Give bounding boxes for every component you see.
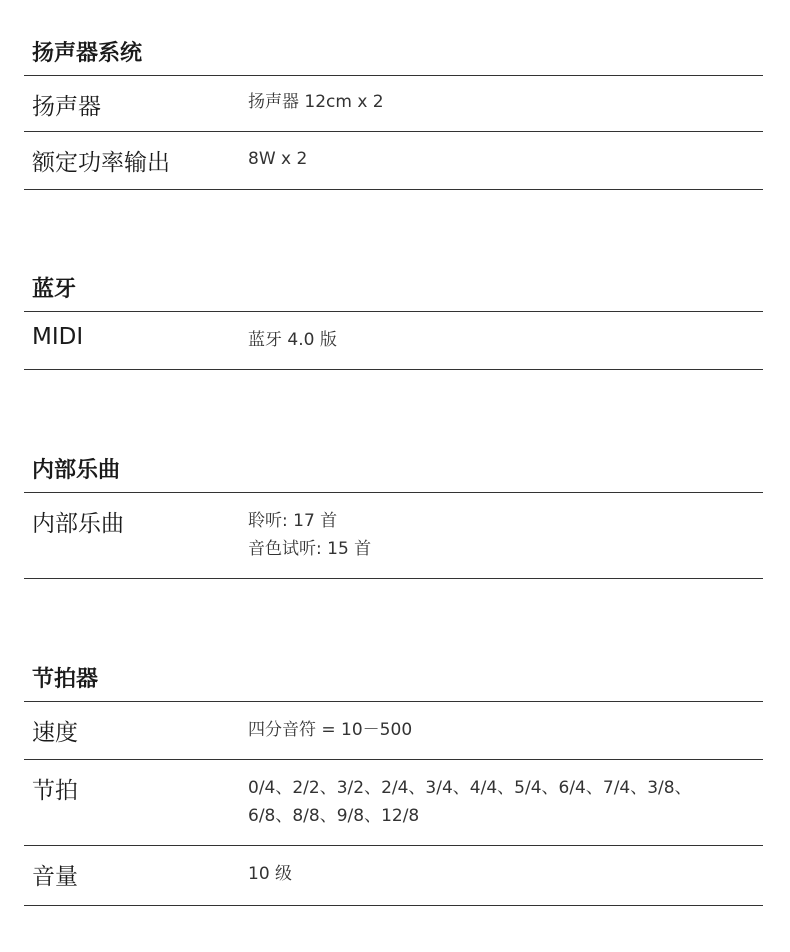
spec-label: MIDI bbox=[32, 324, 84, 350]
spec-value-line: 10 级 bbox=[248, 864, 293, 884]
section-title: 内部乐曲 bbox=[24, 455, 763, 493]
spec-label: 速度 bbox=[32, 720, 78, 746]
spec-value bbox=[248, 507, 371, 563]
spec-value-line: 聆听: 17 首 bbox=[248, 511, 338, 531]
spec-label: 节拍 bbox=[32, 778, 78, 804]
spec-value bbox=[248, 326, 337, 354]
spec-row-internal-songs bbox=[24, 493, 763, 579]
spec-row-speaker bbox=[24, 76, 763, 132]
spec-value-line: 6/8、8/8、9/8、12/8 bbox=[248, 806, 420, 826]
spec-value-line: 蓝牙 4.0 版 bbox=[248, 330, 337, 350]
spec-row-tempo bbox=[24, 702, 763, 760]
spec-value bbox=[248, 145, 307, 173]
spec-row-beat bbox=[24, 760, 763, 846]
spec-value bbox=[248, 774, 692, 830]
spec-label: 额定功率输出 bbox=[32, 150, 170, 176]
spec-value-line: 音色试听: 15 首 bbox=[248, 539, 372, 559]
section-speaker-system bbox=[24, 38, 763, 190]
spec-row-volume bbox=[24, 846, 763, 906]
spec-value bbox=[248, 88, 384, 116]
section-bluetooth bbox=[24, 274, 763, 370]
spec-label: 内部乐曲 bbox=[32, 511, 124, 537]
spec-row-midi bbox=[24, 312, 763, 370]
spec-value bbox=[248, 860, 292, 888]
section-title: 节拍器 bbox=[24, 664, 763, 702]
section-title: 扬声器系统 bbox=[24, 38, 763, 76]
spec-value-line: 扬声器 12cm x 2 bbox=[248, 92, 384, 112]
spec-value-line: 四分音符 = 10－500 bbox=[248, 720, 413, 740]
spec-value-line: 0/4、2/2、3/2、2/4、3/4、4/4、5/4、6/4、7/4、3/8、 bbox=[248, 778, 692, 798]
section-internal-songs bbox=[24, 455, 763, 579]
spec-value bbox=[248, 716, 412, 744]
section-metronome bbox=[24, 664, 763, 906]
spec-label: 扬声器 bbox=[32, 94, 101, 120]
section-title: 蓝牙 bbox=[24, 274, 763, 312]
spec-value-line: 8W x 2 bbox=[248, 149, 308, 169]
spec-row-rated-output bbox=[24, 132, 763, 190]
spec-label: 音量 bbox=[32, 864, 78, 890]
